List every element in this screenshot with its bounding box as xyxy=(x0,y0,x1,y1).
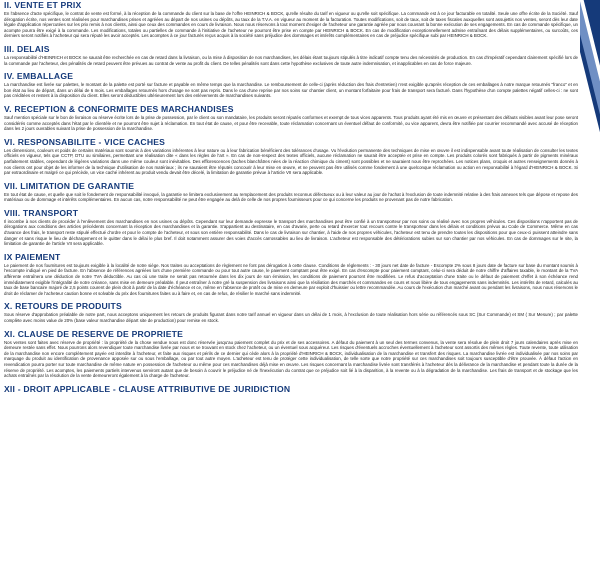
section-emballage xyxy=(4,71,578,99)
section-body: Sous réserve d'approbation préalable de notre part, nous acceptons uniquement les retours de produits figurant dans notre tarif annuel en vigueur dans un délai de 1 mois, à l'exclusion de toute réalisation hors série ou référencés sous SC (Sur Commande) et SM ( Sur Mesure) ; par palette complète avec moins value de 20% (base valeur marchandise départ site de production) pour remise en stock. xyxy=(4,312,578,323)
section-retours-produits xyxy=(4,301,578,323)
corner-ribbon-decoration xyxy=(580,0,600,170)
section-title: III. DELAIS xyxy=(4,43,50,54)
section-title: X. RETOURS DE PRODUITS xyxy=(4,301,122,312)
section-title: V. RECEPTION & CONFORMITE DES MARCHANDISES xyxy=(4,103,234,114)
section-body: En tout état de cause, et quelle que soit le fondement de responsabilité invoqué, la garantie se limitera exclusivement au remplacement des produits reconnus défectueux ou à leur valeur au jour de l'achat à l'exclusion de toute indemnité relative à des frais annexes tels que dépose et repose des matériaux ou de dommage et intérêts complémentaires. En aucun cas, notre responsabilité ne peut être engagée au delà de celle de nos propres fournisseurs pour ce qui concerne les produits ne provenant pas de notre fabrication. xyxy=(4,191,578,203)
section-responsabilite xyxy=(4,137,578,176)
section-title: XII - DROIT APPLICABLE - CLAUSE ATTRIBUTIVE DE JURIDICTION xyxy=(4,383,291,394)
section-reception-conformite xyxy=(4,104,578,132)
section-body: En l'absence d'acte spécifique, le contrat de vente est formé, à la réception de la commande du client sur la base de l'offre HEINRICH & BOCK, qu'elle résulte du tarif en vigueur ou qu'elle soit spécifique. La commande est à ce jour facturable en totalité. Seule une offre écrite de la Société. Sauf dérogation écrite, nos ventes sont réalisées pour marchandises prises et agréées au départ de nos usines ou dépôts, au taux de la T.V.A. en vigueur au moment de la facturation. Toutes modifications, soit de taux, soit de taxes fiscales auxquelles sont assujettis nos ventes, seront dès leur date légale d'application répercutées sur les prix remis à nos clients, ainsi que ceux des commandes en cours de livraison. Nous nous réservons à tout moment d'exiger de l'acheteur une garantie agréée par nous couvrant la bonne exécution de ses engagements. En cas de commande spécifique, un acompte pourra être exigé à la commande. Les modifications, totales ou partielles de commande à l'initiative de l'acheteur ne pourront être prise en compte par HEINRICH & BOCK. En cas de modification exceptionnellement admise entraînant des délais supplémentaires, ou surcoûts, ces derniers seront notifiés à l'acheteur qui sera réputé les avoir acceptés. Les acomptes à ce jour facturés reçus acquis à la société sans préjudice des dommages et intérêts complémentaires en cas de préjudice spécifique subi par HEINRICH & BOCK. xyxy=(4,11,578,39)
section-body: La marchandise est livrée sur palettes, le montant de la palette est porté sur facture et payable en même temps que la marchandise. Le remboursement de celle-ci (après réduction des frais d'entretien) n'est exigible qu'après réception de ces emballages à notre marque retournés "franco" et en bon état au lieu de départ, dans un délai de 6 mois. Les emballages retournés hors d'usage ne sont pas repris. Dans le cas d'une reprise par nos soins sur chantier client, un montant forfaitaire pour frais de transport sera facturé. Dans l'hypothèse d'un compte palettes négatif celles-ci : ne sont pas créditées et restent à la disposition du client. Elles seront déductibles ultérieurement lors des enlèvements de marchandises suivants. xyxy=(4,82,578,99)
section-body: Les dimensions, couleurs et poids de certains matériaux sont soumis à des variations inhérentes à leur nature ou à leur fabrication bénéficient des tolérances d'usage. Vu l'évolution permanente des techniques de mise en œuvre il est indispensable avant toute réalisation de consulter les textes officiels en vigueur, tels que CCTP, DTU ou similaires, permettant une réalisation dite « dans les règles de l'art ». En cas de non-respect des textes officiels, aucune réclamation ne saurait être acceptée et prise en compte. Les produits colorés sont fabriqués à partir de pigments minéraux parfaitement stables, cependant de légères variations dans une même couleur sont inévitables. Des efflorescences (taches blanchâtres nées de la réaction chimique du ciment) sont possibles et ne sauraient nous être reprochées. Les notices plans, croquis et autres renseignements donnés à nos clients ont pour objet de les informer de la technique d'utilisation de nos matériaux ; ils ne sauraient être réputés concourir à leur mise en œuvre, et ne peuvent pas être utilisés comme fondement à une quelconque réclamation ou action en responsabilité à l'égard d'HEINRICH & BOCK. Si par extraordinaire et malgré ce qui précède, un vice caché inhérent au produit vendu devait être décelé, la limitation de garantie prévue à l'article VII sera applicable. xyxy=(4,147,578,176)
section-title: VIII. TRANSPORT xyxy=(4,207,79,218)
section-title: XI. CLAUSE DE RESERVE DE PROPRIETE xyxy=(4,328,184,339)
section-delais xyxy=(4,44,578,66)
section-transport xyxy=(4,208,578,247)
section-body: Le paiement de nos fournitures est toujours exigible à la localité de notre siège. Nos traites ou acceptations de règlement ne font pas dérogation à cette clause. Conditions de règlements : - 30 jours net date de facture - Escompte 2% sous 8 jours date de facture sur base du montant soumis à l'escompte indiqué en pied de facture. En l'absence de références agréées lors d'une première commande ou pour tout autre cause, le paiement comptant peut être exigé. En cas d'escompte pour paiement comptant, celui-ci sera déduit de notre chiffre d'affaires taxable, le montant de la TVA afférente entraînera une déduction de notre TVA déductible. Au cas où une traite ne serait pas retournée dans les dix jours de son émission, les conditions de paiement pourront être modifiées. Le refus d'acceptation d'une traite ou le défaut de paiement d'effet à son échéance rend immédiatement exigible l'intégralité de notre créance, sans mise en demeure préalable. Il peut entraîner à notre gré la suspension des livraisons ainsi que la résiliation des marchés et commandes en cours et nous libère de tous engagements sans indemnités. Les intérêts de retard, calculés au taux de base bancaire majoré de 2,5 points courent de plein droit à partir de la date d'échéance et ce, même en l'absence de protêt ou de mise en demeure par exploit d'huissier ou lettre recommandée. Au cours de l'exécution d'un marché avant ou pendant les livraisons, nous nous réservons le droit de réclamer de l'acheteur caution bonne et solvable du prix des fournitures faites ou à faire et, en cas de refus, de résilier le marché sans indemnité. xyxy=(4,262,578,296)
section-limitation-garantie xyxy=(4,181,578,203)
section-title: VII. LIMITATION DE GARANTIE xyxy=(4,180,135,191)
section-body: Il incombe à nos clients de procéder à l'enlèvement des marchandises en nos usines ou dépôts. Cependant sur leur demande expresse le transport des marchandises peut être confié à un transporteur par nos soins ou réalisé avec nos propres véhicules. Ces dispositions n'apportent pas de dérogations aux conditions des articles précédents concernant la réception des marchandises et la garantie. S'appartient au destinataire, en cas d'avarie, perte ou retard d'exercer tout recours contre le transporteur dans les délais et conditions prévus au Code de Commerce. Même en cas d'avance des frais, le transport reste stipulé effectué d'ordre et pour le compte de l'acheteur, et sous son entière responsabilité. Dans le cas de livraison sur chantier, à l'aide de nos propres véhicules, l'acheteur est tenu de prendre toutes les dispositions pour que ceux-ci puissent atteindre sans danger et sans risque le lieu de déchargement et le quitter dans le délai le plus bref. Il doit notamment assurer des voies d'accès carrossables au lieu de livraison. L'acheteur est responsable des détériorations subies sur son chantier par nos véhicules. En cas de dommages sur le site, la limitation de garantie de l'article VII sera applicable. xyxy=(4,218,578,247)
section-title: VI. RESPONSABILITE - VICE CACHES xyxy=(4,136,166,147)
section-title: IV. EMBALLAGE xyxy=(4,71,74,82)
section-vente-et-prix xyxy=(4,0,578,39)
section-body: Nos ventes sont faites avec réserve de propriété : la propriété de la chose vendue nous est donc réservée jusqu'au paiement complet du prix et de ses accessoires. A défaut du paiement à un seul des termes convenus, la vente sera résolue de plein droit 7 jours calendaires après mise en demeure restée sans effet. Nous pourrons alors revendiquer toute marchandise livrée par nous et se trouvant en stock chez l'acheteur, ou un éventuel sous acquéreur. Les risques d'éventuels accroches éventuellement à l'acheteur sont assortis des mêmes règles. Toute revente, toute utilisation de la marchandise non encore complètement payée est interdite à l'acheteur, et faite aux risques et périls de ce dernier qui cède alors à la propriété d'HEINRICH & BOCK, individualisation de la marchandise et transfert des risques. La marchandise livrée est individualisée par nos soins par marquage du produit au identification de provenance apposée sur ou sous l'emballage, ou par tout autre moyen. L'acheteur est tenu de protéger cette individualisation, de telle sorte que notre propriété sur ces marchandises soit toujours susceptible d'être prouvée. À défaut l'action en revendication pourra porter sur toute marchandise de même nature en possession de l'acheteur ou même pour ces marchandises déjà mise en œuvre. Les risques concernant la marchandise livrée sont transférés à l'acheteur dès la délivrance de la marchandise et pendant toute la durée de la réserve de propriété. Les acomptes, les paiements partiels intervenus serviront autant que de besoin à couvrir le préjudice né de l'inexécution du contrat que ce préjudice soit lié à la disparition, à la revente ou à la dégradation de la marchandise. Les frais de transport et de stockage que les achats entraînés par la résolution de la vente demeureront également à la charge de l'acheteur. xyxy=(4,339,578,379)
section-title: II. VENTE ET PRIX xyxy=(4,0,82,10)
section-reserve-propriete xyxy=(4,329,578,379)
section-body: La responsabilité d'HEINRICH et BOCK ne saurait être recherchée en cas de retard dans la livraison, ou la mise à disposition de nos marchandises, les délais étant toujours stipulés à titre indicatif compte tenu des nécessités de production. En cas d'impératif cependant clairement spécifié lors de la commande par l'acheteur, des pénalités de retard peuvent être prévues au contrat de vente au profit du client. De telles pénalités sont dans cette hypothèse exclusives de toute autre indemnisation, et inapplicables en cas de force majeure. xyxy=(4,54,578,66)
section-body: Sauf mention spéciale sur le bon de livraison ou réserve écrite lors de la prise de possession, par le client ou son mandataire, les produits seront réputés conformes et exempt de tous vices apparents. Tous produits ayant été mis en œuvre et présentant des défauts visibles avant leur pose seront considérés comme acceptés dans l'état par le clientèle et ne pourront être sujet à réclamation. En tout état de cause, et pour être recevable, toute réclamation concernant un éventuel défaut de conformité, ou vice apparent, devra être notifiée par courrier recommandé avec accusé de réception dans les 2 jours ouvrables suivant la prise de possession de la marchandise. xyxy=(4,114,578,132)
section-paiement xyxy=(4,252,578,297)
section-droit-applicable xyxy=(4,384,578,394)
terms-document xyxy=(4,0,578,395)
section-title: IX PAIEMENT xyxy=(4,251,61,262)
